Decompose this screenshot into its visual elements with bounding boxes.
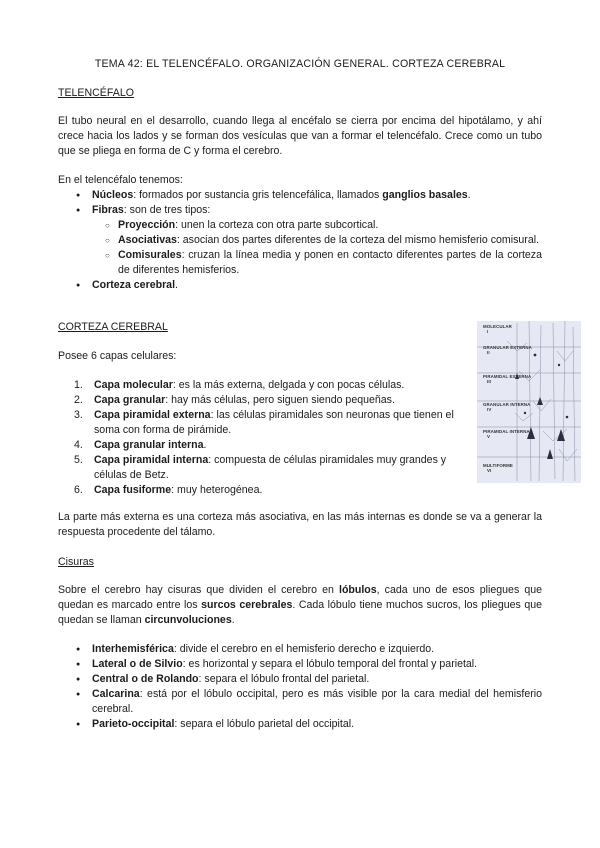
heading-telencefalo: TELENCÉFALO bbox=[58, 87, 134, 99]
figure-label-piramidal-externa: PIRAMIDAL EXTERNA III bbox=[483, 374, 532, 384]
heading-corteza: CORTEZA CEREBRAL bbox=[58, 321, 168, 333]
list-item-asociativas: ○ Asociativas: asocian dos partes diferentes de la corteza del mismo hemisferio comisural. bbox=[58, 233, 542, 248]
figure-label-piramidal-interna: PIRAMIDAL INTERNA V bbox=[483, 429, 530, 439]
telencefalo-intro: En el telencéfalo tenemos: bbox=[58, 174, 183, 186]
corteza-intro: Posee 6 capas celulares: bbox=[58, 350, 177, 362]
cortex-layers-figure bbox=[477, 321, 581, 483]
list-item-cisura: ● Interhemisférica: divide el cerebro en el hemisferio derecho e izquierdo. bbox=[58, 642, 542, 657]
list-item-nucleos: ● Núcleos: formados por sustancia gris telencefálica, llamados ganglios basales. bbox=[58, 188, 542, 203]
list-item-cisura: ● Lateral o de Silvio: es horizontal y separa el lóbulo temporal del frontal y parietal. bbox=[58, 657, 542, 672]
layer-item: 5. Capa piramidal interna: compuesta de células piramidales muy grandes y células de Betz. bbox=[74, 454, 447, 481]
list-item-corteza: ● Corteza cerebral. bbox=[58, 278, 542, 293]
list-item-cisura: ● Parieto-occipital: separa el lóbulo parietal del occipital. bbox=[58, 717, 542, 732]
layer-item: 2. Capa granular: hay más células, pero siguen siendo pequeñas. bbox=[74, 394, 395, 406]
layer-item: 4. Capa granular interna. bbox=[74, 439, 207, 451]
layer-item: 1. Capa molecular: es la más externa, delgada y con pocas células. bbox=[74, 379, 405, 391]
layer-item: 6. Capa fusiforme: muy heterogénea. bbox=[74, 484, 263, 496]
cortex-layers-list bbox=[58, 378, 468, 498]
telencefalo-paragraph: El tubo neural en el desarrollo, cuando llega al encéfalo se cierra por encima del hipotálamo, y ahí crece hacia los lados y se forman dos vesículas que van a formar el telencéfalo. Crece como un tubo que se pliega en forma de C y forma el cerebro. bbox=[58, 115, 542, 157]
list-item-cisura: ● Calcarina: está por el lóbulo occipital, pero es más visible por la cara medial del hemisferio cerebral. bbox=[58, 687, 542, 717]
document-title: TEMA 42: EL TELENCÉFALO. ORGANIZACIÓN GENERAL. CORTEZA CEREBRAL bbox=[94, 58, 506, 70]
list-item-cisura: ● Central o de Rolando: separa el lóbulo frontal del parietal. bbox=[58, 672, 542, 687]
figure-label-molecular: MOLECULAR I bbox=[483, 324, 512, 334]
list-item-fibras: ● Fibras: son de tres tipos: bbox=[58, 203, 542, 218]
list-item-proyeccion: ○ Proyección: unen la corteza con otra parte subcortical. bbox=[58, 218, 542, 233]
figure-label-granular-interna: GRANULAR INTERNA IV bbox=[483, 402, 531, 412]
cisuras-list bbox=[58, 642, 542, 732]
corteza-paragraph: La parte más externa es una corteza más asociativa, en las más internas es donde se va a generar la respuesta procedente del tálamo. bbox=[58, 511, 542, 538]
layer-item: 3. Capa piramidal externa: las células piramidales son neuronas que tienen el soma con forma de pirámide. bbox=[74, 409, 454, 436]
cisuras-paragraph: Sobre el cerebro hay cisuras que dividen el cerebro en lóbulos, cada uno de esos pliegues que quedan es marcado entre los surcos cerebrales. Cada lóbulo tiene muchos sucros, los pliegues que quedan se llaman circunvoluciones. bbox=[58, 584, 542, 626]
telencefalo-list bbox=[58, 188, 542, 293]
list-item-comisurales: ○ Comisurales: cruzan la línea media y ponen en contacto diferentes partes de la corteza de diferentes hemisferios. bbox=[58, 248, 542, 278]
heading-cisuras: Cisuras bbox=[58, 556, 94, 568]
figure-label-multiforme: MULTIFORME VI bbox=[483, 463, 513, 473]
figure-label-granular-externa: GRANULAR EXTERNA II bbox=[483, 345, 532, 355]
